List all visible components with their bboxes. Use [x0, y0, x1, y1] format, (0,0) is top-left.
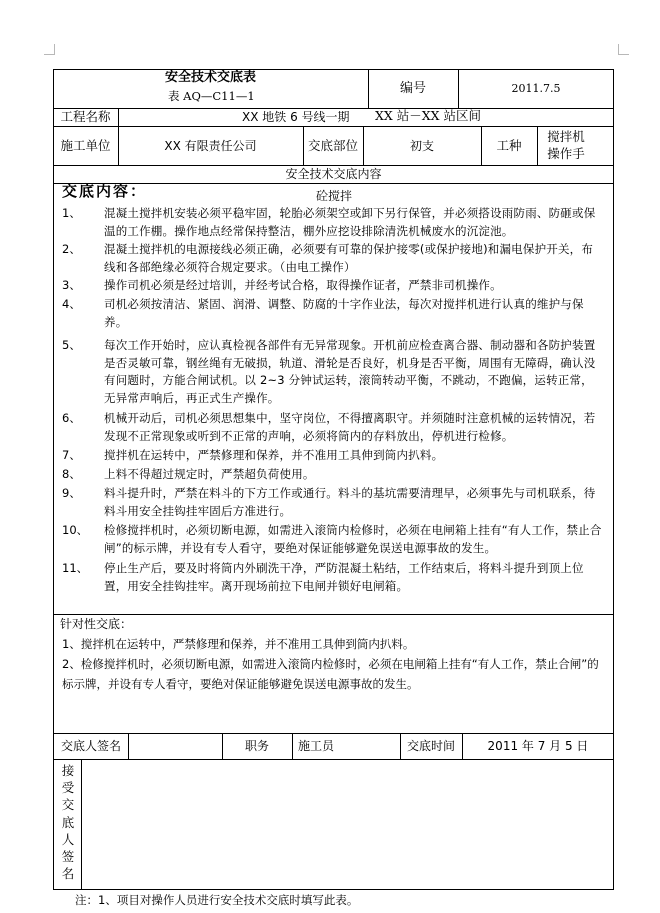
- rule-project-bottom: [53, 126, 614, 127]
- list-item-number: 2、: [62, 242, 81, 256]
- content-topic: 砼搅拌: [316, 189, 353, 203]
- list-item-number: 10、: [62, 523, 89, 537]
- project-section: XX 站－XX 站区间: [375, 108, 482, 123]
- list-item-text: 搅拌机在运转中，严禁修理和保养，并不准用工具伸到筒内扒料。: [104, 448, 444, 462]
- position-value: 施工员: [298, 739, 335, 753]
- project-name: XX 地铁 6 号线一期: [242, 110, 350, 124]
- list-item-text: 检修搅拌机时，必须切断电源，如需进入滚筒内检修时，必须在电闸箱上挂有“有人工作，禁止合闸”的标示牌，并设有专人看守，要绝对保证能够避免误送电源事故的发生。: [104, 523, 602, 555]
- form-code: 表 AQ—C11—1: [168, 89, 255, 103]
- time-value: 2011 年 7 月 5 日: [487, 739, 589, 753]
- discloser-label: 交底人签名: [61, 739, 122, 753]
- form-title: 安全技术交底表: [164, 70, 256, 85]
- targeted-heading: 针对性交底：: [60, 617, 133, 631]
- list-item-text: 混凝土搅拌机的电源接线必须正确，必须要有可靠的保护接零(或保护接地)和漏电保护开关，布线和各部绝缘必须符合规定要求。（由电工操作）: [104, 242, 594, 274]
- list-item-text: 操作司机必须是经过培训，并经考试合格，取得操作证者，严禁非司机操作。: [104, 278, 502, 292]
- receiver-label: 接受交底人签名: [61, 763, 75, 882]
- rule-content-bottom: [53, 614, 614, 615]
- list-item-text: 停止生产后，要及时将筒内外刷洗干净，严防混凝土粘结，工作结束后，将料斗提升到顶上位置，用安全挂钩挂牢。离开现场前拉下电闸并锁好电闸箱。: [104, 561, 584, 593]
- project-label: 工程名称: [60, 109, 111, 124]
- time-label: 交底时间: [406, 739, 455, 753]
- rule-v-unit-4: [537, 126, 538, 165]
- section-title: 安全技术交底内容: [285, 167, 382, 181]
- crop-mark-top-left: [44, 44, 55, 55]
- list-item-text: 机械开动后，司机必须思想集中，坚守岗位，不得擅离职守。并须随时注意机械的运转情况，若发现不正常现象或听到不正常的声响，必须将筒内的存料放出，停机进行检修。: [104, 411, 596, 443]
- trade-label: 工种: [496, 138, 522, 153]
- targeted-line: 1、搅拌机在运转中，严禁修理和保养，并不准用工具伸到筒内扒料。: [62, 637, 415, 651]
- list-item-text: 每次工作开始时，应认真检视各部件有无异常现象。开机前应检查离合器、制动器和各防护装置是否灵敏可靠，钢丝绳有无破损，轨道、滑轮是否良好，机身是否平衡，周围有无障碍，确认没有问题时，方能合闸试机。以 2~3 分钟试运转，滚筒转动平衡，不跳动，不跑偏，运转正常，无异常声响后，再正式生产操作。: [104, 338, 596, 405]
- unit-value: XX 有限责任公司: [164, 139, 257, 153]
- list-item-number: 3、: [62, 278, 81, 292]
- footer-note: 注：1、项目对操作人员进行安全技术交底时填写此表。: [75, 893, 359, 907]
- trade-value: 搅拌机操作手: [547, 129, 585, 161]
- position-label: 职务: [244, 739, 269, 753]
- list-item-number: 6、: [62, 411, 81, 425]
- list-item-number: 11、: [62, 561, 89, 575]
- list-item-number: 8、: [62, 467, 81, 481]
- content-heading: 交底内容：: [62, 182, 148, 200]
- targeted-line: 2、检修搅拌机时，必须切断电源，如需进入滚筒内检修时，必须在电闸箱上挂有“有人工作，禁止合闸”的标示牌，并设有专人看守，要绝对保证能够避免误送电源事故的发生。: [62, 657, 599, 691]
- list-item-number: 7、: [62, 448, 81, 462]
- rule-v-sign-1: [128, 733, 129, 759]
- list-item-number: 1、: [62, 206, 81, 220]
- serial-date: 2011.7.5: [511, 82, 561, 95]
- serial-label: 编号: [399, 81, 426, 96]
- list-item-text: 司机必须按清洁、紧固、润滑、调整、防腐的十字作业法，每次对搅拌机进行认真的维护与保养。: [104, 297, 584, 329]
- part-label: 交底部位: [307, 138, 358, 153]
- rule-v-label: [118, 108, 119, 165]
- list-item-number: 5、: [62, 338, 81, 352]
- crop-mark-top-right: [618, 44, 629, 55]
- list-item-number: 4、: [62, 297, 81, 311]
- list-item-text: 上料不得超过规定时，严禁超负荷使用。: [104, 467, 315, 481]
- unit-label: 施工单位: [60, 138, 111, 153]
- list-item-text: 料斗提升时，严禁在料斗的下方工作或通行。料斗的基坑需要清理早，必须事先与司机联系，待料斗用安全挂钩挂牢固后方准进行。: [104, 486, 596, 518]
- list-item-number: 9、: [62, 486, 81, 500]
- rule-targeted-bottom: [53, 733, 614, 734]
- receiver-signature-area[interactable]: [82, 760, 613, 889]
- part-value: 初支: [409, 139, 434, 153]
- rule-v-sign-3: [292, 733, 293, 759]
- list-item-text: 混凝土搅拌机安装必须平稳牢固，轮胎必须架空或卸下另行保管，并必须搭设雨防雨、防砸或保温的工作棚。操作地点经常保持整洁，棚外应挖设排除清洗机械废水的沉淀池。: [104, 206, 596, 238]
